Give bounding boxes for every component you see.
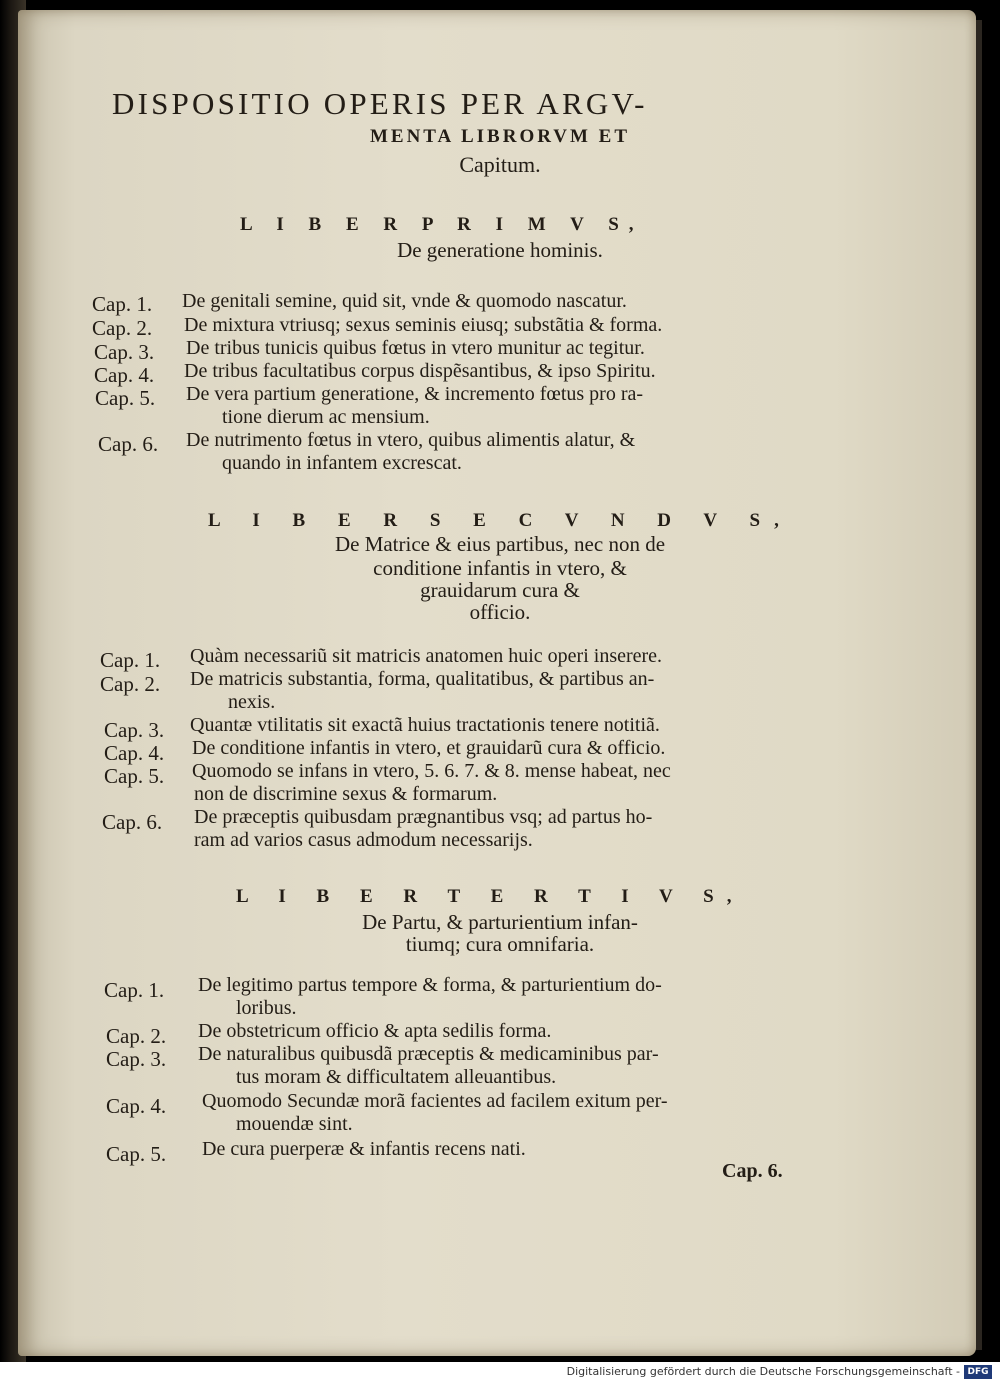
book-2-subtitle-2: conditione infantis in vtero, &	[373, 556, 627, 580]
book-2-subtitle-3: grauidarum cura &	[420, 578, 580, 602]
book-2-cap-5-label: Cap. 5.	[104, 764, 165, 788]
book-3-cap-3-text: De naturalibus quibusdã præceptis & medicaminibus par-	[198, 1043, 659, 1065]
book-2-cap-3-label: Cap. 3.	[104, 718, 165, 742]
book-1-cap-2-text: De mixtura vtriusq; sexus seminis eiusq; substãtia & forma.	[184, 314, 663, 336]
book-2-cap-6-text-cont: ram ad varios casus admodum necessarijs.	[194, 829, 533, 851]
catchword: Cap. 6.	[722, 1160, 783, 1182]
book-1-cap-4-label: Cap. 4.	[94, 363, 155, 387]
book-2-cap-3-text: Quantæ vtilitatis sit exactã huius tractationis tenere notitiã.	[190, 714, 660, 736]
book-1-cap-3-label: Cap. 3.	[94, 340, 155, 364]
book-1-cap-5-text: De vera partium generatione, & incremento fœtus pro ra-	[186, 383, 644, 405]
book-3-subtitle-1: De Partu, & parturientium infan-	[362, 910, 638, 934]
book-3-cap-5-text: De cura puerperæ & infantis recens nati.	[202, 1138, 526, 1160]
main-title: DISPOSITIO OPERIS PER ARGV-	[112, 86, 648, 121]
book-3-cap-2-text: De obstetricum officio & apta sedilis forma.	[198, 1020, 552, 1042]
digitization-footer	[0, 1362, 1000, 1383]
book-2-subtitle-1: De Matrice & eius partibus, nec non de	[334, 532, 666, 556]
book-1-heading: L I B E R P R I M V S,	[240, 214, 644, 235]
book-1-cap-2-label: Cap. 2.	[92, 316, 153, 340]
book-2-subtitle-4: officio.	[469, 600, 531, 624]
book-3-cap-2-label: Cap. 2.	[106, 1024, 167, 1048]
book-3-cap-5-label: Cap. 5.	[106, 1142, 167, 1166]
book-2-heading: L I B E R S E C V N D V S,	[208, 510, 793, 531]
book-1-cap-1-label: Cap. 1.	[92, 292, 153, 316]
title-line-3: Capitum.	[459, 152, 541, 177]
book-1-cap-5-text-cont: tione dierum ac mensium.	[222, 406, 430, 428]
book-2-cap-6-label: Cap. 6.	[102, 810, 163, 834]
book-1-cap-6-text-cont: quando in infantem excrescat.	[222, 452, 462, 474]
book-1-cap-3-text: De tribus tunicis quibus fœtus in vtero munitur ac tegitur.	[186, 337, 645, 359]
book-3-cap-4-text-cont: mouendæ sint.	[236, 1113, 353, 1135]
book-2-cap-1-text: Quàm necessariũ sit matricis anatomen huic operi inserere.	[190, 645, 663, 667]
book-2-cap-1-label: Cap. 1.	[100, 648, 161, 672]
book-3-heading: L I B E R T E R T I V S,	[236, 886, 745, 907]
book-3-cap-4-label: Cap. 4.	[106, 1094, 167, 1118]
page-edge	[976, 20, 982, 1350]
book-2-cap-2-text-cont: nexis.	[228, 691, 276, 713]
book-3-cap-4-text: Quomodo Secundæ morã facientes ad facilem exitum per-	[202, 1090, 668, 1112]
book-3-cap-3-text-cont: tus moram & difficultatem alleuantibus.	[236, 1066, 557, 1088]
book-2-cap-4-text: De conditione infantis in vtero, et grauidarũ cura & officio.	[192, 737, 666, 759]
book-2-cap-5-text: Quomodo se infans in vtero, 5. 6. 7. & 8. mense habeat, nec	[192, 760, 671, 782]
book-3-cap-1-text-cont: loribus.	[236, 997, 297, 1019]
book-1-cap-6-label: Cap. 6.	[98, 432, 159, 456]
book-1-cap-5-label: Cap. 5.	[95, 386, 156, 410]
book-1-cap-1-text: De genitali semine, quid sit, vnde & quomodo nascatur.	[182, 290, 627, 312]
book-2-cap-6-text: De præceptis quibusdam prægnantibus vsq; ad partus ho-	[194, 806, 653, 828]
book-2-cap-2-text: De matricis substantia, forma, qualitatibus, & partibus an-	[190, 668, 655, 690]
title-line-2: MENTA LIBRORVM ET	[369, 126, 631, 147]
dfg-logo: DFG	[964, 1365, 992, 1379]
book-3-cap-1-label: Cap. 1.	[104, 978, 165, 1002]
book-1-subtitle: De generatione hominis.	[397, 238, 603, 262]
book-1-cap-6-text: De nutrimento fœtus in vtero, quibus alimentis alatur, &	[186, 429, 636, 451]
book-2-cap-5-text-cont: non de discrimine sexus & formarum.	[194, 783, 498, 805]
book-3-cap-1-text: De legitimo partus tempore & forma, & parturientium do-	[198, 974, 662, 996]
book-2-cap-2-label: Cap. 2.	[100, 672, 161, 696]
book-2-cap-4-label: Cap. 4.	[104, 741, 165, 765]
footer-credit-text: Digitalisierung gefördert durch die Deutsche Forschungsgemeinschaft -	[566, 1365, 960, 1378]
book-1-cap-4-text: De tribus facultatibus corpus dispẽsantibus, & ipso Spiritu.	[184, 360, 656, 382]
book-3-subtitle-2: tiumq; cura omnifaria.	[405, 932, 595, 956]
book-3-cap-3-label: Cap. 3.	[106, 1047, 167, 1071]
